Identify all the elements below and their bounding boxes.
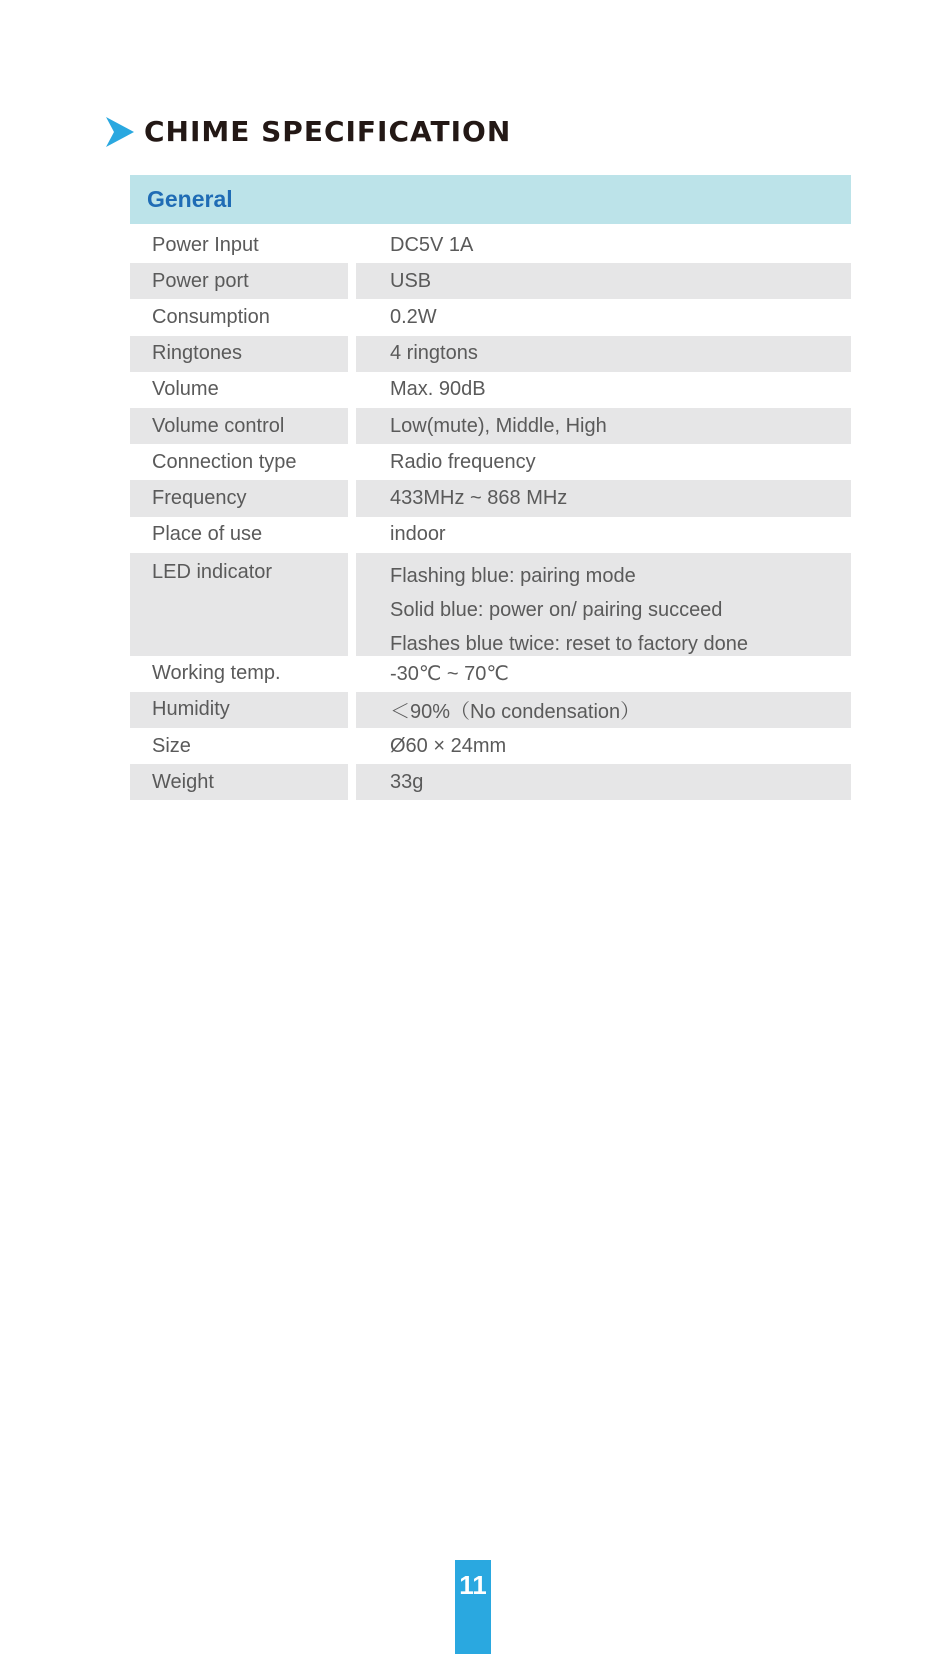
spec-table xyxy=(130,175,851,800)
spec-value-line: 4 ringtons xyxy=(390,342,478,365)
table-row xyxy=(130,263,851,299)
spec-value xyxy=(356,553,851,656)
spec-value-line: ＜90%（No condensation） xyxy=(390,701,641,724)
spec-value-line: 33g xyxy=(390,770,424,793)
spec-key: Ringtones xyxy=(130,336,348,372)
spec-value xyxy=(356,227,851,263)
spec-value xyxy=(356,372,851,408)
spec-value xyxy=(356,692,851,728)
spec-key: Volume control xyxy=(130,408,348,444)
spec-value xyxy=(356,517,851,553)
spec-value-line: Max. 90dB xyxy=(390,378,486,401)
spec-key: Size xyxy=(152,734,191,757)
table-row xyxy=(130,656,851,692)
spec-value-line: 433MHz ~ 868 MHz xyxy=(390,486,568,509)
spec-rows xyxy=(130,227,851,800)
spec-key: Power port xyxy=(130,263,348,299)
spec-value xyxy=(356,299,851,335)
spec-value-line: -30℃ ~ 70℃ xyxy=(390,663,509,686)
spec-value-line: Low(mute), Middle, High xyxy=(390,414,607,437)
spec-key: Volume xyxy=(152,378,219,401)
spec-value xyxy=(356,336,851,372)
spec-value-line: indoor xyxy=(390,523,446,546)
spec-value xyxy=(356,444,851,480)
spec-key: Power Input xyxy=(152,233,259,256)
spec-value-line: DC5V 1A xyxy=(390,233,474,256)
spec-key: Weight xyxy=(130,764,348,800)
spec-value-line: Radio frequency xyxy=(390,450,536,473)
spec-value-line: Solid blue: power on/ pairing succeed xyxy=(390,598,723,621)
page-title: CHIME SPECIFICATION xyxy=(144,115,512,148)
spec-key: Frequency xyxy=(130,480,348,516)
spec-value-line: Ø60 × 24mm xyxy=(390,734,507,757)
table-row xyxy=(130,299,851,335)
table-row xyxy=(130,480,851,516)
spec-value xyxy=(356,728,851,764)
spec-value xyxy=(356,480,851,516)
table-row xyxy=(130,692,851,728)
page-number: 11 xyxy=(455,1560,491,1654)
table-row xyxy=(130,444,851,480)
spec-key: Consumption xyxy=(152,305,270,328)
spec-value-line: Flashes blue twice: reset to factory done xyxy=(390,632,748,655)
spec-key: Connection type xyxy=(152,450,297,473)
spec-value-line: USB xyxy=(390,269,432,292)
spec-value-line: Flashing blue: pairing mode xyxy=(390,564,636,587)
table-row xyxy=(130,408,851,444)
table-row xyxy=(130,336,851,372)
spec-key: Humidity xyxy=(130,692,348,728)
table-row xyxy=(130,553,851,656)
spec-value xyxy=(356,263,851,299)
spec-key: LED indicator xyxy=(130,553,348,656)
spec-value xyxy=(356,764,851,800)
spec-value xyxy=(356,408,851,444)
table-row xyxy=(130,764,851,800)
spec-value-line: 0.2W xyxy=(390,305,437,328)
chevron-right-icon xyxy=(106,117,134,147)
section-header: General xyxy=(130,175,851,224)
spec-key: Place of use xyxy=(152,523,263,546)
spec-key: Working temp. xyxy=(152,662,281,685)
section-heading xyxy=(106,112,511,152)
table-row xyxy=(130,517,851,553)
spec-value xyxy=(356,656,851,692)
table-row xyxy=(130,372,851,408)
table-row xyxy=(130,227,851,263)
table-row xyxy=(130,728,851,764)
